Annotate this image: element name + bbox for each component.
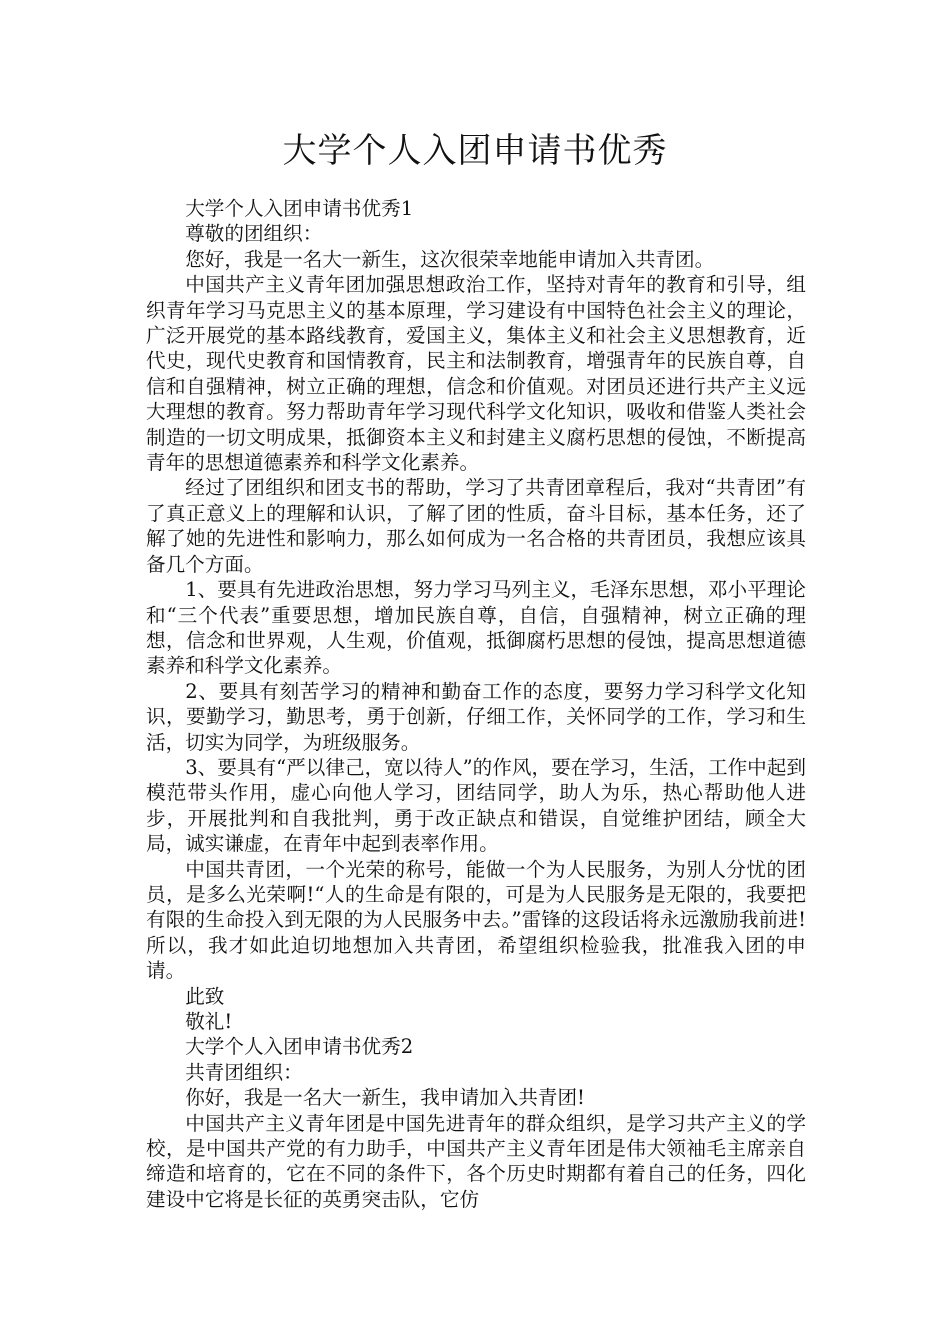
document-title: 大学个人入团申请书优秀 bbox=[282, 131, 668, 171]
document-body bbox=[146, 196, 806, 1212]
salutation: 共青团组织： bbox=[185, 1060, 303, 1084]
section-heading-1: 大学个人入团申请书优秀1 bbox=[185, 197, 414, 220]
salutation: 尊敬的团组织： bbox=[185, 222, 323, 246]
section-heading-2: 大学个人入团申请书优秀2 bbox=[185, 1035, 414, 1059]
body-paragraph: 经过了团组织和团支书的帮助，学习了共青团章程后，我对“共青团”有了真正意义上的理解和认识，了解了团的性质，奋斗目标，基本任务，还了解了她的先进性和影响力，那么如何成为一名合格的共青团员，我想应该具备几个方面。 bbox=[146, 476, 806, 576]
body-paragraph: 中国共产主义青年团是中国先进青年的群众组织，是学习共产主义的学校，是中国共产党的有力助手，中国共产主义青年团是伟大领袖毛主席亲自缔造和培育的，它在不同的条件下，各个历史时期都有着自己的任务，四化建设中它将是长征的英勇突击队，它仿 bbox=[146, 1111, 806, 1211]
closing-line: 此致 bbox=[185, 984, 225, 1008]
closing-salute: 敬礼! bbox=[185, 1010, 233, 1033]
body-paragraph: 2、要具有刻苦学习的精神和勤奋工作的态度，要努力学习科学文化知识，要勤学习，勤思考，勇于创新，仔细工作，关怀同学的工作，学习和生活，切实为同学，为班级服务。 bbox=[146, 679, 806, 754]
body-paragraph: 1、要具有先进政治思想，努力学习马列主义，毛泽东思想，邓小平理论和“三个代表”重要思想，增加民族自尊，自信，自强精神，树立正确的理想，信念和世界观，人生观，价值观，抵御腐朽思想的侵蚀，提高思想道德素养和科学文化素养。 bbox=[146, 578, 806, 678]
greeting-paragraph: 你好，我是一名大一新生，我申请加入共青团! bbox=[185, 1086, 585, 1110]
body-paragraph: 中国共产主义青年团加强思想政治工作，坚持对青年的教育和引导，组织青年学习马克思主义的基本原理，学习建设有中国特色社会主义的理论，广泛开展党的基本路线教育，爱国主义，集体主义和社会主义思想教育，近代史，现代史教育和国情教育，民主和法制教育，增强青年的民族自尊，自信和自强精神，树立正确的理想，信念和价值观。对团员还进行共产主义远大理想的教育。努力帮助青年学习现代科学文化知识，吸收和借鉴人类社会制造的一切文明成果，抵御资本主义和封建主义腐朽思想的侵蚀，不断提高青年的思想道德素养和科学文化素养。 bbox=[146, 273, 806, 475]
body-paragraph: 3、要具有“严以律己，宽以待人”的作风，要在学习，生活，工作中起到模范带头作用，虚心向他人学习，团结同学，助人为乐，热心帮助他人进步，开展批判和自我批判，勇于改正缺点和错误，自觉维护团结，顾全大局，诚实谦虚，在青年中起到表率作用。 bbox=[146, 755, 806, 856]
body-paragraph: 中国共青团，一个光荣的称号，能做一个为人民服务，为别人分忧的团员，是多么光荣啊!“人的生命是有限的，可是为人民服务是无限的，我要把有限的生命投入到无限的为人民服务中去。”雷锋的这段话将永远激励我前进!所以，我才如此迫切地想加入共青团，希望组织检验我，批准我入团的申请。 bbox=[146, 857, 806, 983]
greeting-paragraph: 您好，我是一名大一新生，这次很荣幸地能申请加入共青团。 bbox=[185, 247, 715, 271]
